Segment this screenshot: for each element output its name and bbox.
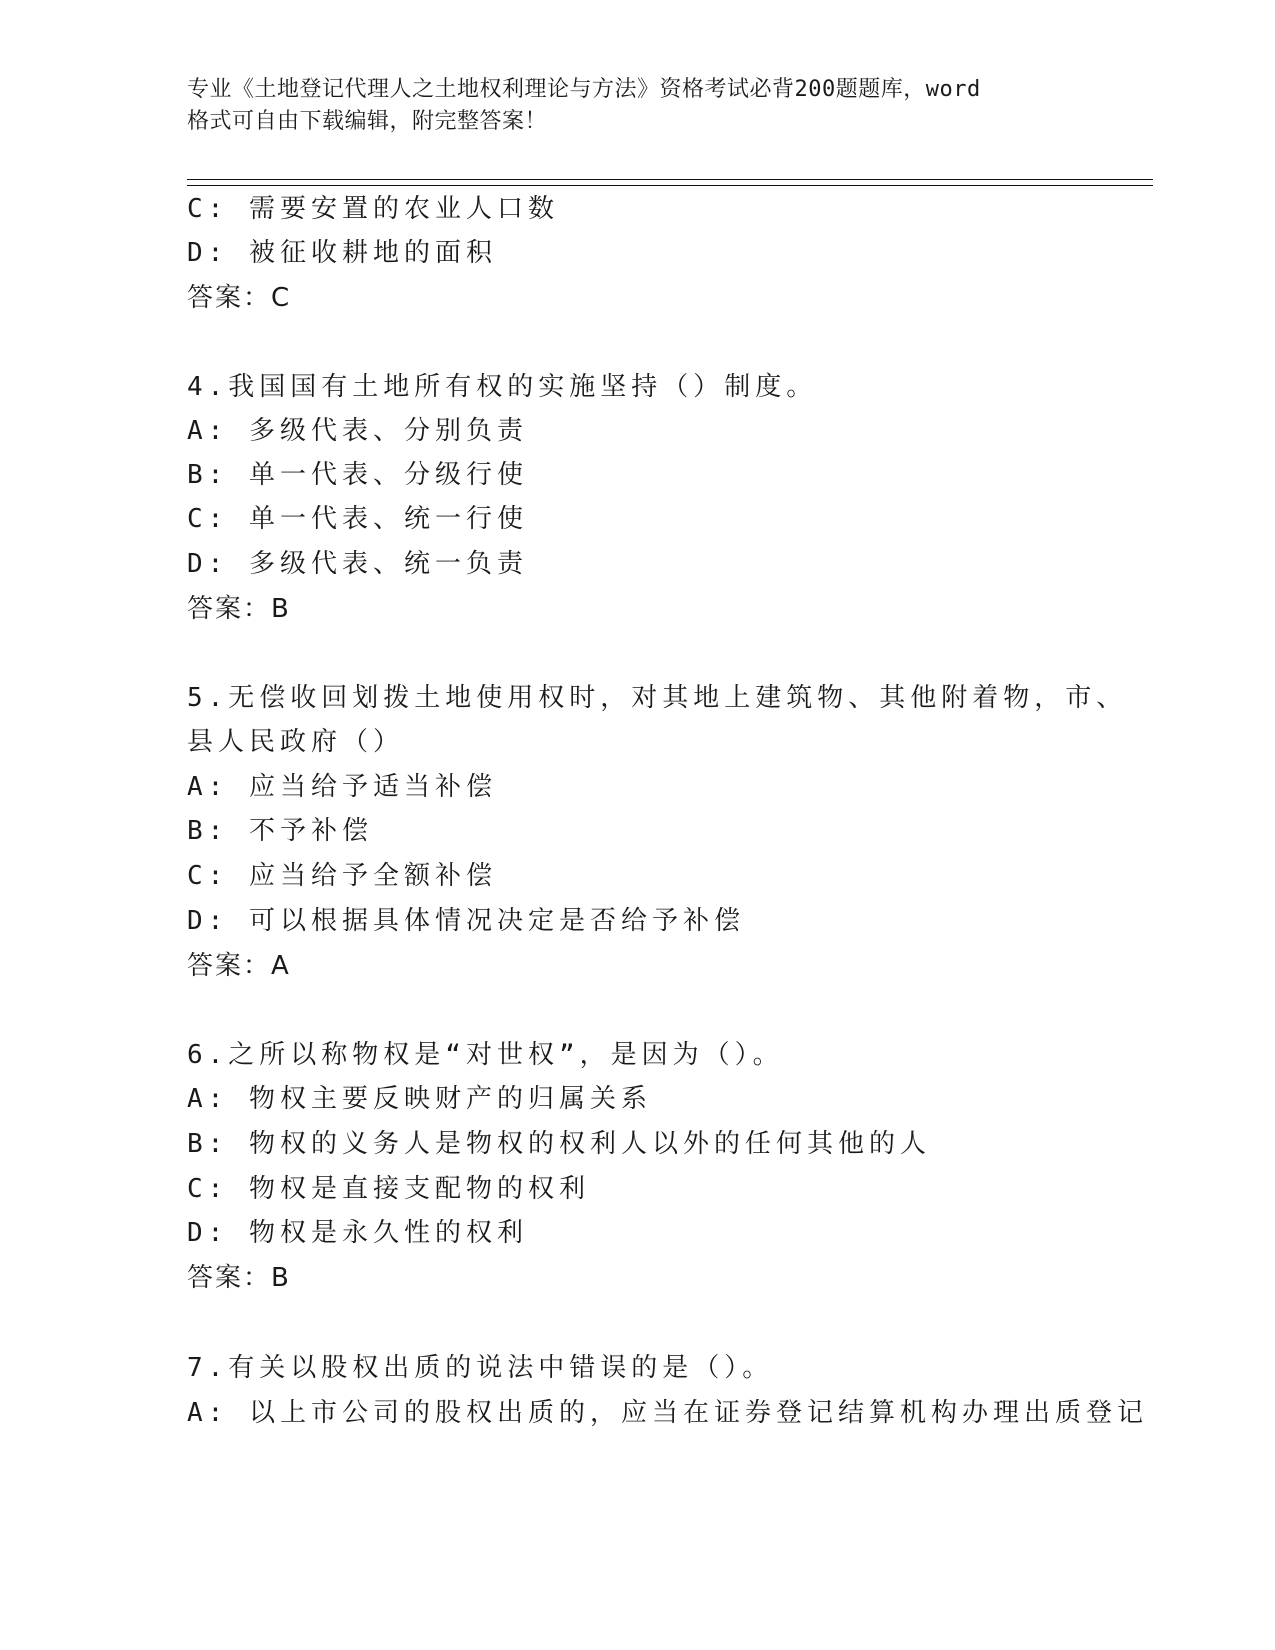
q5-option-b: B: 不予补偿 bbox=[187, 816, 373, 846]
document-header bbox=[187, 74, 1087, 138]
q4-answer: 答案：B bbox=[187, 594, 291, 624]
q6-answer: 答案：B bbox=[187, 1263, 291, 1293]
q5-stem-line-1: 5.无偿收回划拨土地使用权时，对其地上建筑物、其他附着物，市、 bbox=[187, 683, 1128, 713]
q3-answer: 答案：C bbox=[187, 283, 292, 313]
header-divider-bottom bbox=[187, 185, 1153, 186]
q3-option-c: C: 需要安置的农业人口数 bbox=[187, 194, 559, 224]
q6-option-b: B: 物权的义务人是物权的权利人以外的任何其他的人 bbox=[187, 1129, 931, 1159]
q5-answer: 答案：A bbox=[187, 951, 291, 981]
q4-stem: 4.我国国有土地所有权的实施坚持（）制度。 bbox=[187, 372, 818, 402]
q6-option-a: A: 物权主要反映财产的归属关系 bbox=[187, 1084, 652, 1114]
header-divider-top bbox=[187, 179, 1153, 180]
q4-option-c: C: 单一代表、统一行使 bbox=[187, 504, 528, 534]
q5-stem-line-2: 县人民政府（） bbox=[187, 727, 405, 757]
q3-option-d: D: 被征收耕地的面积 bbox=[187, 238, 497, 268]
q7-stem: 7.有关以股权出质的说法中错误的是（）。 bbox=[187, 1353, 774, 1383]
q4-option-d: D: 多级代表、统一负责 bbox=[187, 549, 528, 579]
q6-option-c: C: 物权是直接支配物的权利 bbox=[187, 1174, 590, 1204]
q5-option-c: C: 应当给予全额补偿 bbox=[187, 861, 497, 891]
q6-option-d: D: 物权是永久性的权利 bbox=[187, 1218, 528, 1248]
q5-option-d: D: 可以根据具体情况决定是否给予补偿 bbox=[187, 906, 745, 936]
q4-option-b: B: 单一代表、分级行使 bbox=[187, 460, 528, 490]
header-line-2: 格式可自由下载编辑，附完整答案！ bbox=[187, 109, 548, 134]
header-line-1: 专业《土地登记代理人之土地权利理论与方法》资格考试必背200题题库，word bbox=[187, 77, 981, 102]
q4-option-a: A: 多级代表、分别负责 bbox=[187, 416, 528, 446]
q5-option-a: A: 应当给予适当补偿 bbox=[187, 772, 497, 802]
q6-stem: 6.之所以称物权是“对世权”，是因为（）。 bbox=[187, 1040, 784, 1070]
q7-option-a: A: 以上市公司的股权出质的，应当在证券登记结算机构办理出质登记 bbox=[187, 1398, 1148, 1428]
